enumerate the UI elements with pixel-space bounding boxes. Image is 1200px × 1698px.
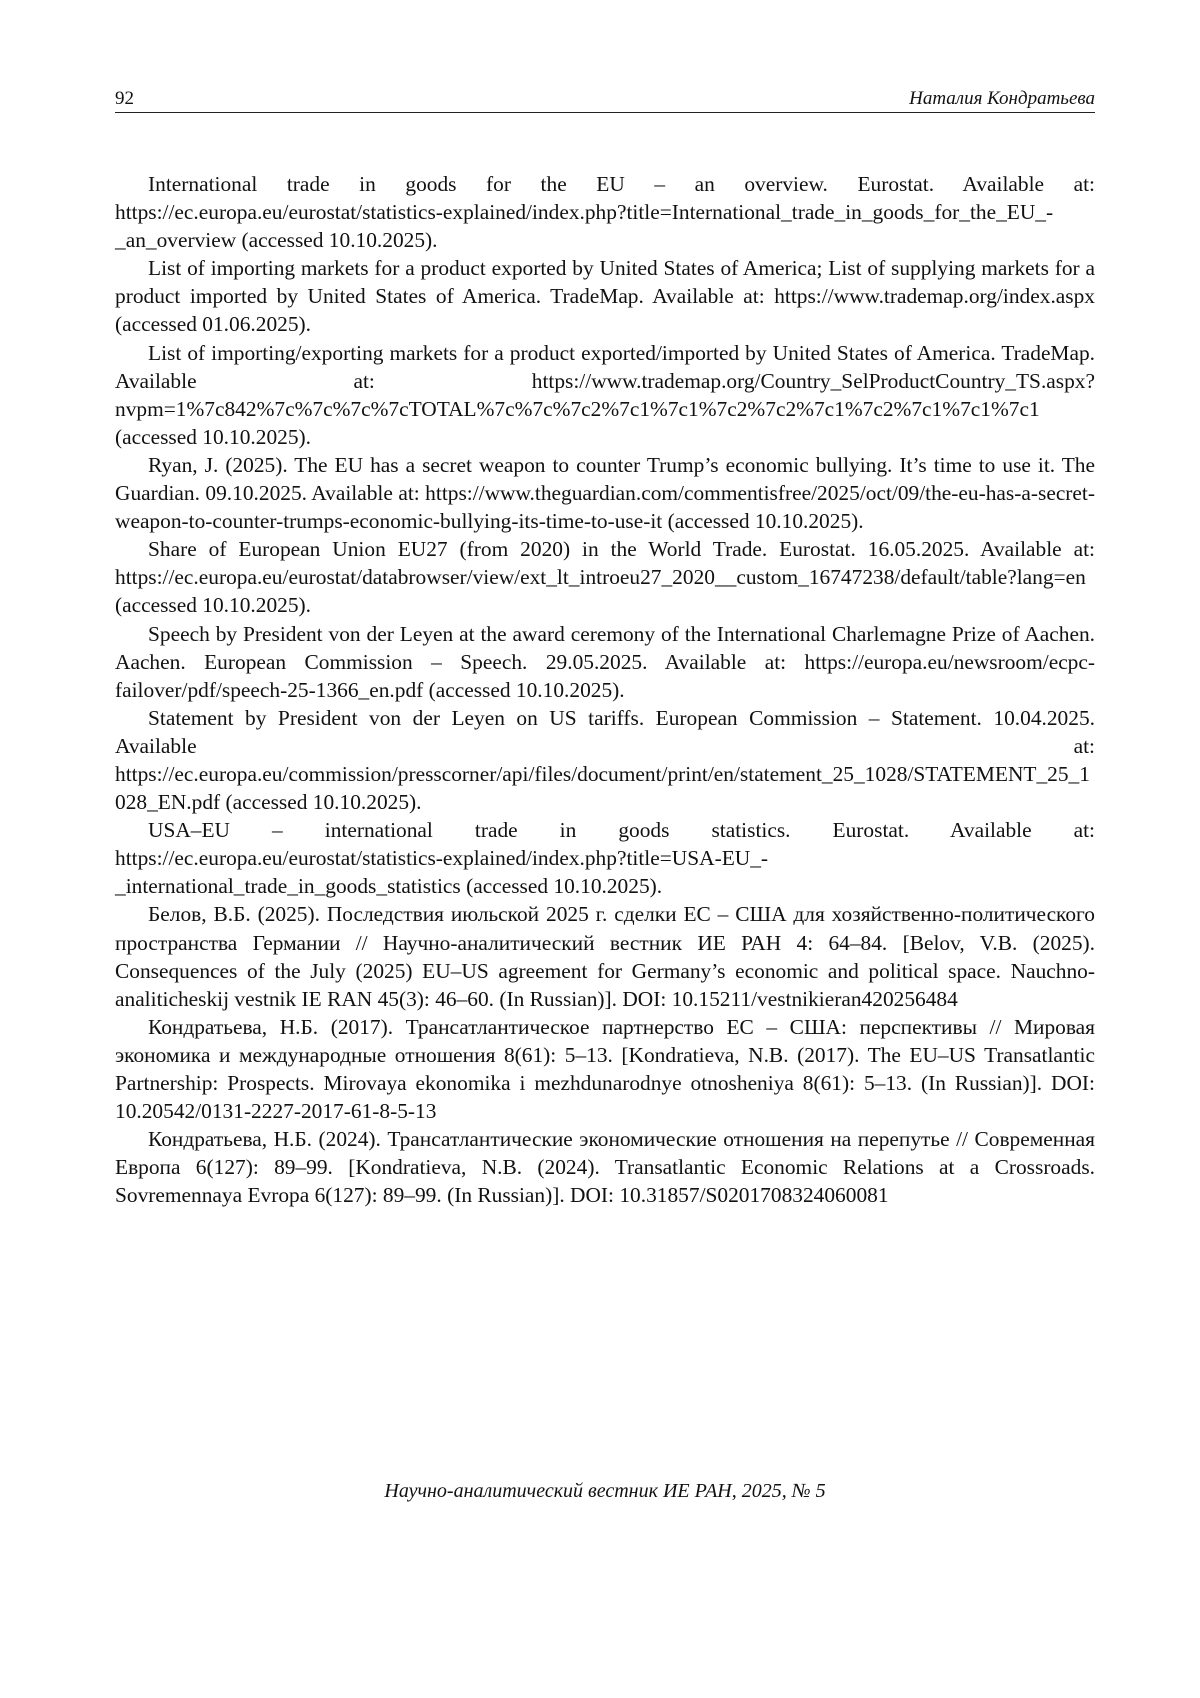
reference-entry: Кондратьева, Н.Б. (2024). Трансатлантические экономические отношения на перепутье // Современная Европа 6(127): 89–99. [Kondratieva, N.B. (2024). Transatlantic Economic Relations at a Crossroads. Sovremennaya Evropa 6(127): 89–99. (In Russian)]. DOI: 10.31857/S0201708324060081 bbox=[115, 1127, 1095, 1208]
reference-entry: Statement by President von der Leyen on US tariffs. European Commission – Statement. 10.04.2025. Available at: https://ec.europa.eu/commission/presscorner/api/files/document/print/en/statement_25_1028/STATEMENT_25_1028_EN.pdf (accessed 10.10.2025). bbox=[115, 705, 1095, 815]
reference-entry: Share of European Union EU27 (from 2020) in the World Trade. Eurostat. 16.05.2025. Available at: https://ec.europa.eu/eurostat/databrowser/view/ext_lt_introeu27_2020__custom_16747238/default/table?lang=en (accessed 10.10.2025). bbox=[115, 537, 1095, 618]
reference-entry: List of importing markets for a product exported by United States of America; List of supplying markets for a product imported by United States of America. TradeMap. Available at: https://www.trademap.org/index.aspx (accessed 01.06.2025). bbox=[115, 256, 1095, 337]
page-number: 92 bbox=[115, 88, 134, 109]
reference-entry: Белов, В.Б. (2025). Последствия июльской 2025 г. сделки ЕС – США для хозяйственно-политического пространства Германии // Научно-аналитический вестник ИЕ РАН 4: 64–84. [Belov, V.B. (2025). Consequences of the July (2025) EU–US agreement for Germany’s economic and political space. Nauchno-analiticheskij vestnik IE RAN 45(3): 46–60. (In Russian)]. DOI: 10.15211/vestnikieran420256484 bbox=[115, 902, 1095, 1011]
reference-entry: International trade in goods for the EU – an overview. Eurostat. Available at: https://ec.europa.eu/eurostat/statistics-explained/index.php?title=International_trade_in_goods_for_the_EU_-_an_overview (accessed 10.10.2025). bbox=[115, 172, 1095, 253]
page-header bbox=[115, 86, 1095, 113]
reference-entry: Speech by President von der Leyen at the award ceremony of the International Charlemagne Prize of Aachen. Aachen. European Commission – Speech. 29.05.2025. Available at: https://europa.eu/newsroom/ecpc-failover/pdf/speech-25-1366_en.pdf (accessed 10.10.2025). bbox=[115, 621, 1095, 702]
reference-entry: Кондратьева, Н.Б. (2017). Трансатлантическое партнерство ЕС – США: перспективы // Мировая экономика и международные отношения 8(61): 5–13. [Kondratieva, N.B. (2017). The EU–US Transatlantic Partnership: Prospects. Mirovaya ekonomika i mezhdunarodnye otnosheniya 8(61): 5–13. (In Russian)]. DOI: 10.20542/0131-2227-2017-61-8-5-13 bbox=[115, 1014, 1095, 1124]
reference-entry: USA–EU – international trade in goods statistics. Eurostat. Available at: https://ec.europa.eu/eurostat/statistics-explained/index.php?title=USA-EU_-_international_trade_in_goods_statistics (accessed 10.10.2025). bbox=[115, 818, 1095, 899]
reference-list bbox=[115, 170, 1095, 1209]
reference-entry: List of importing/exporting markets for a product exported/imported by United States of America. TradeMap. Available at: https://www.trademap.org/Country_SelProductCountry_TS.aspx?nvpm=1%7c842%7c%7c%7c%7cTOTAL%7c%7c%7c2%7c1%7c1%7c2%7c2%7c1%7c2%7c1%7c1%7c1 (accessed 10.10.2025). bbox=[115, 340, 1095, 449]
reference-entry: Ryan, J. (2025). The EU has a secret weapon to counter Trump’s economic bullying. It’s time to use it. The Guardian. 09.10.2025. Available at: https://www.theguardian.com/commentisfree/2025/oct/09/the-eu-has-a-secret-weapon-to-counter-trumps-economic-bullying-its-time-to-use-it (accessed 10.10.2025). bbox=[115, 452, 1095, 534]
page-footer-journal: Научно-аналитический вестник ИЕ РАН, 2025, № 5 bbox=[384, 1480, 826, 1502]
running-head-author: Наталия Кондратьева bbox=[909, 88, 1095, 109]
